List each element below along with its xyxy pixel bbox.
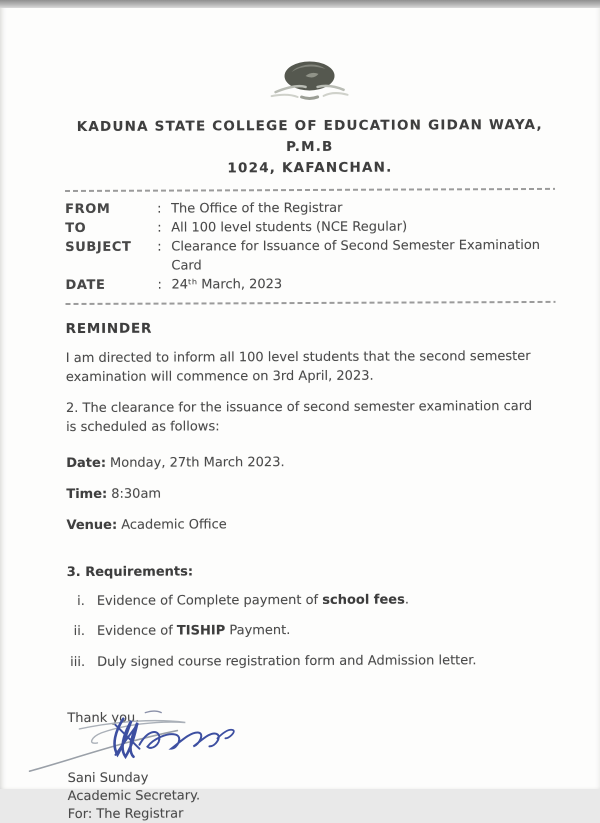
list-item xyxy=(67,621,557,641)
schedule-value: 8:30am xyxy=(111,487,161,502)
meta-separator: : xyxy=(157,218,171,237)
meta-row-subject xyxy=(65,236,555,276)
schedule-label: Venue: xyxy=(66,518,117,533)
req-text-pre: Duly signed course registration form and Admission letter. xyxy=(97,653,477,670)
reminder-heading: REMINDER xyxy=(66,319,556,337)
schedule-label: Time: xyxy=(66,487,107,502)
schedule-label: Date: xyxy=(66,456,106,471)
page-title xyxy=(65,115,555,180)
req-text-bold: school fees xyxy=(322,592,405,607)
list-item-numeral: ii. xyxy=(67,623,97,641)
meta-separator: : xyxy=(157,237,171,275)
list-item-text xyxy=(97,652,537,671)
meta-label: SUBJECT xyxy=(65,237,157,275)
schedule-block xyxy=(66,454,556,535)
meta-value: All 100 level students (NCE Regular) xyxy=(171,217,555,238)
req-text-pre: Evidence of xyxy=(97,624,177,639)
closing-block xyxy=(67,709,557,823)
req-text-post: Payment. xyxy=(225,623,290,638)
schedule-venue xyxy=(66,516,556,535)
schedule-date xyxy=(66,454,556,473)
req-text-bold: TISHIP xyxy=(177,624,225,639)
memo-content xyxy=(0,7,600,823)
meta-value: The Office of the Registrar xyxy=(171,198,555,219)
divider-top xyxy=(65,188,555,192)
memo-meta xyxy=(65,198,555,295)
divider-bottom xyxy=(66,301,556,305)
schedule-value: Monday, 27th March 2023. xyxy=(110,455,285,471)
requirements-heading: 3. Requirements: xyxy=(67,563,557,580)
meta-label: FROM xyxy=(65,199,157,218)
schedule-time xyxy=(66,485,556,504)
signatory-title: Academic Secretary. xyxy=(68,786,558,806)
list-item xyxy=(67,652,557,672)
meta-label: TO xyxy=(65,218,157,237)
schedule-value: Academic Office xyxy=(121,517,227,532)
signatory-for-line: For: The Registrar xyxy=(68,803,558,823)
list-item-text xyxy=(97,621,537,640)
meta-value: Clearance for Issuance of Second Semester Examination Card xyxy=(171,236,555,276)
thank-you-text: Thank you. xyxy=(67,709,557,726)
req-text-pre: Evidence of Complete payment of xyxy=(97,593,323,609)
title-line-2: 1024, KAFANCHAN. xyxy=(65,157,555,180)
list-item-text xyxy=(97,591,537,610)
college-logo-wrap xyxy=(64,55,554,109)
requirements-list xyxy=(67,591,557,672)
signatory-block xyxy=(68,768,558,823)
paragraph-2: 2. The clearance for the issuance of second semester examination card is scheduled as follows: xyxy=(66,398,544,438)
list-item-numeral: i. xyxy=(67,593,97,611)
list-item-numeral: iii. xyxy=(67,654,97,672)
paragraph-1: I am directed to inform all 100 level students that the second semester examination will commence on 3rd April, 2023. xyxy=(66,348,544,388)
list-item xyxy=(67,591,557,611)
meta-separator: : xyxy=(157,275,171,294)
meta-row-to xyxy=(65,217,555,238)
title-line-1: KADUNA STATE COLLEGE OF EDUCATION GIDAN WAYA, P.M.B xyxy=(65,115,555,159)
signatory-name: Sani Sunday xyxy=(68,768,558,788)
meta-label: DATE xyxy=(65,275,157,294)
meta-separator: : xyxy=(157,199,171,218)
college-crest-icon xyxy=(261,56,357,108)
meta-row-date xyxy=(65,274,555,295)
meta-value: 24ᵗʰ March, 2023 xyxy=(171,274,555,295)
meta-row-from xyxy=(65,198,555,219)
req-text-post: . xyxy=(405,592,409,607)
